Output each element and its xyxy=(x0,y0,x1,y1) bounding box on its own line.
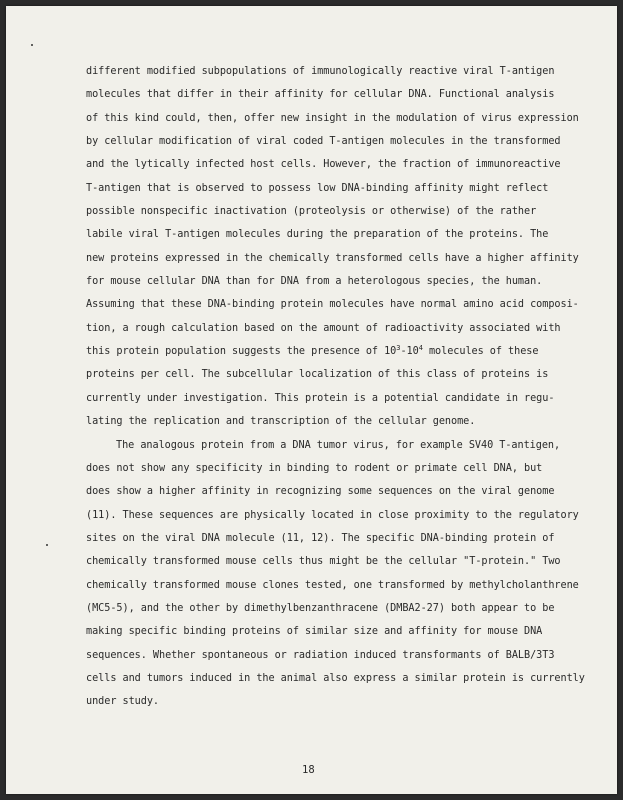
text-line-exponent xyxy=(86,340,576,363)
text-segment: -10 xyxy=(400,346,419,358)
text-line: lating the replication and transcription of the cellular genome. xyxy=(86,416,476,428)
text-line: and the lytically infected host cells. However, the fraction of immunoreactive xyxy=(86,159,561,171)
text-line: chemically transformed mouse cells thus might be the cellular "T-protein." Two xyxy=(86,556,561,568)
paper-speck xyxy=(46,544,48,546)
text-line: (MC5-5), and the other by dimethylbenzanthracene (DMBA2-27) both appear to be xyxy=(86,602,555,614)
text-line: for mouse cellular DNA than for DNA from a heterologous species, the human. xyxy=(86,276,543,288)
text-line: new proteins expressed in the chemically transformed cells have a higher affinity xyxy=(86,252,579,264)
text-segment: this protein population suggests the presence of 10 xyxy=(86,346,397,358)
text-line: proteins per cell. The subcellular localization of this class of proteins is xyxy=(86,369,549,381)
text-segment: molecules of these xyxy=(422,346,539,358)
text-line: chemically transformed mouse clones tested, one transformed by methylcholanthrene xyxy=(86,579,579,591)
text-line: (11). These sequences are physically located in close proximity to the regulatory xyxy=(86,509,579,521)
paper-speck xyxy=(31,44,33,46)
superscript: 3 xyxy=(396,344,401,353)
text-line: possible nonspecific inactivation (proteolysis or otherwise) of the rather xyxy=(86,206,537,218)
body-text xyxy=(86,60,585,714)
text-line: by cellular modification of viral coded T-antigen molecules in the transformed xyxy=(86,136,561,148)
text-line: tion, a rough calculation based on the amount of radioactivity associated with xyxy=(86,322,561,334)
text-line: sites on the viral DNA molecule (11, 12). The specific DNA-binding protein of xyxy=(86,532,555,544)
text-line: T-antigen that is observed to possess low DNA-binding affinity might reflect xyxy=(86,182,549,194)
page-number: 18 xyxy=(302,764,315,776)
text-line: does not show any specificity in binding to rodent or primate cell DNA, but xyxy=(86,462,543,474)
text-line: of this kind could, then, offer new insight in the modulation of virus expression xyxy=(86,112,579,124)
text-line: does show a higher affinity in recognizing some sequences on the viral genome xyxy=(86,486,555,498)
text-line: labile viral T-antigen molecules during the preparation of the proteins. The xyxy=(86,229,549,241)
text-line: Assuming that these DNA-binding protein molecules have normal amino acid composi- xyxy=(86,299,579,311)
text-line: cells and tumors induced in the animal also express a similar protein is currently xyxy=(86,672,585,684)
text-line: different modified subpopulations of immunologically reactive viral T-antigen xyxy=(86,66,555,77)
superscript: 4 xyxy=(418,344,423,353)
text-line: molecules that differ in their affinity for cellular DNA. Functional analysis xyxy=(86,89,555,101)
text-line: under study. xyxy=(86,696,160,708)
text-line: currently under investigation. This protein is a potential candidate in regu- xyxy=(86,392,555,404)
text-line: sequences. Whether spontaneous or radiation induced transformants of BALB/3T3 xyxy=(86,649,555,661)
text-line: making specific binding proteins of similar size and affinity for mouse DNA xyxy=(86,626,543,638)
document-page xyxy=(6,6,617,794)
text-line: The analogous protein from a DNA tumor virus, for example SV40 T-antigen, xyxy=(116,439,561,451)
